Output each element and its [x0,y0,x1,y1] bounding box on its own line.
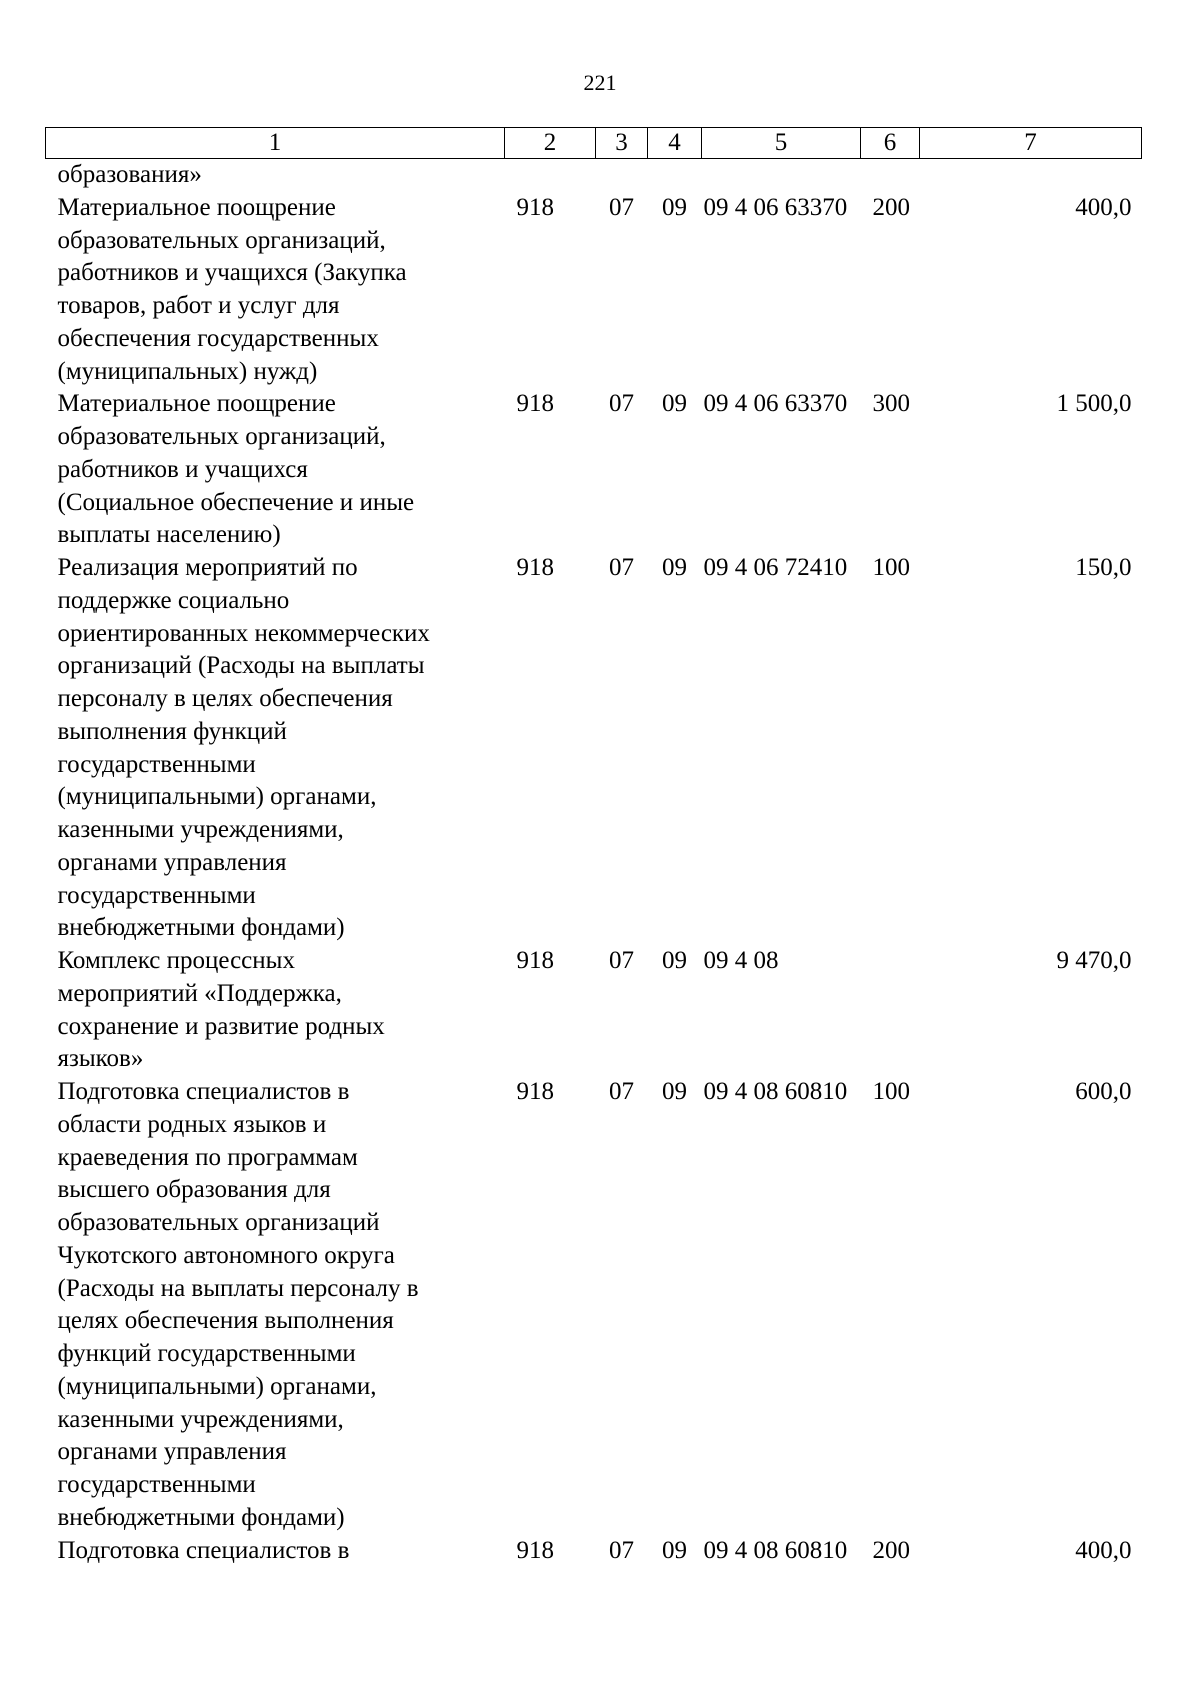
table-row [46,1076,1142,1535]
row-name-line: (муниципальными) органами, [57,1372,377,1400]
row-name-line: обеспечения государственных [57,324,379,352]
table-body [46,159,1142,1568]
table-row [46,1535,1142,1568]
row-name-line: целях обеспечения выполнения [57,1307,394,1335]
row-name-line: Чукотского автономного округа [57,1241,395,1269]
row-name-line: Материальное поощрение [57,390,336,418]
page-number: 221 [583,70,617,95]
row-name-cell [46,945,505,1076]
amount-cell: 1 500,0 [1056,390,1132,418]
row-name-line: работников и учащихся (Закупка [57,259,407,287]
subsection-code-cell: 09 [662,1536,687,1564]
expense-type-cell: 200 [872,193,910,221]
row-name-line: Материальное поощрение [57,193,336,221]
column-header: 7 [920,128,1142,159]
amount-cell: 150,0 [1075,554,1132,581]
row-name-cell [46,1535,505,1568]
admin-code-cell: 918 [516,947,554,974]
expense-type-cell: 100 [872,554,910,581]
section-code-cell: 07 [609,1078,634,1105]
target-article-cell: 09 4 06 72410 [703,554,848,581]
row-name-line: казенными учреждениями, [57,1405,344,1433]
expense-type-cell: 100 [872,1078,910,1105]
row-name-line: выполнения функций [57,717,287,745]
row-name-line: Подготовка специалистов в [57,1078,350,1105]
row-name-line: внебюджетными фондами) [57,1503,345,1531]
column-header: 5 [702,128,861,159]
row-name-cell [46,552,505,945]
target-article-cell: 09 4 06 63370 [703,193,848,221]
row-name-cell [46,388,505,552]
row-name-cell [46,192,505,389]
row-name-line: высшего образования для [57,1176,331,1204]
row-name-line: выплаты населению) [57,521,281,549]
row-name-line: образовательных организаций [57,1209,380,1236]
row-name-line: органами управления [57,1438,287,1466]
row-name-line: области родных языков и [57,1110,327,1138]
row-name-line: образования» [57,161,202,188]
admin-code-cell: 918 [516,390,554,418]
column-header: 4 [648,128,702,159]
column-header: 2 [505,128,596,159]
row-name-line: Комплекс процессных [57,947,295,974]
table-header-row [46,128,1142,159]
row-name-line: (Расходы на выплаты персоналу в [57,1274,419,1302]
row-name-line: государственными [57,750,256,778]
target-article-cell: 09 4 08 60810 [703,1536,848,1564]
row-name-line: персоналу в целях обеспечения [57,685,393,712]
row-name-line: Реализация мероприятий по [57,554,358,581]
amount-cell [920,159,1142,192]
row-name-line: функций государственными [57,1340,356,1367]
section-code-cell: 07 [609,193,634,221]
row-name-line: государственными [57,881,256,909]
amount-cell: 9 470,0 [1056,947,1132,974]
row-name-line: (Социальное обеспечение и иные [57,488,415,516]
subsection-code-cell: 09 [662,947,687,974]
row-name-line: Подготовка специалистов в [57,1536,350,1564]
section-code-cell: 07 [609,947,634,974]
table-row [46,388,1142,552]
row-name-line: работников и учащихся [57,455,308,483]
amount-cell: 600,0 [1075,1078,1132,1105]
admin-code-cell [505,159,596,192]
section-code-cell: 07 [609,554,634,581]
subsection-code-cell: 09 [662,390,687,418]
budget-table [45,127,1142,1567]
subsection-code-cell: 09 [662,1078,687,1105]
row-name-line: казенными учреждениями, [57,816,344,843]
row-name-line: органами управления [57,848,287,876]
expense-type-cell: 300 [872,390,910,418]
row-name-line: ориентированных некоммерческих [57,619,430,647]
row-name-line: сохранение и развитие родных [57,1012,385,1040]
admin-code-cell: 918 [516,1078,554,1105]
row-name-line: организаций (Расходы на выплаты [57,652,425,680]
target-article-cell: 09 4 06 63370 [703,390,848,418]
row-name-line: языков» [57,1045,144,1073]
row-name-line: (муниципальными) органами, [57,783,377,811]
table-row [46,552,1142,945]
admin-code-cell: 918 [516,193,554,221]
expense-type-cell [861,945,920,1076]
row-name-line: образовательных организаций, [57,226,386,254]
section-code-cell: 07 [609,1536,634,1564]
row-name-line: государственными [57,1471,256,1498]
row-name-line: товаров, работ и услуг для [57,292,340,319]
expense-type-cell: 200 [872,1536,910,1564]
subsection-code-cell: 09 [662,554,687,581]
amount-cell: 400,0 [1075,193,1132,221]
column-header: 6 [861,128,920,159]
row-name-cell [46,1076,505,1535]
column-header: 3 [596,128,648,159]
admin-code-cell: 918 [516,554,554,581]
row-name-line: (муниципальных) нужд) [57,357,318,385]
target-article-cell: 09 4 08 60810 [703,1078,848,1105]
row-name-line: поддержке социально [57,586,290,614]
admin-code-cell: 918 [516,1536,554,1564]
row-name-line: краеведения по программам [57,1143,358,1171]
section-code-cell [596,159,648,192]
subsection-code-cell [648,159,702,192]
table-row [46,945,1142,1076]
row-name-cell [46,159,505,192]
column-header: 1 [46,128,505,159]
section-code-cell: 07 [609,390,634,418]
subsection-code-cell: 09 [662,193,687,221]
table-row [46,159,1142,192]
amount-cell: 400,0 [1075,1536,1132,1564]
target-article-cell: 09 4 08 [703,947,779,974]
table-row [46,192,1142,389]
target-article-cell [702,159,861,192]
row-name-line: мероприятий «Поддержка, [57,979,342,1007]
row-name-line: внебюджетными фондами) [57,914,345,942]
expense-type-cell [861,159,920,192]
row-name-line: образовательных организаций, [57,423,386,450]
